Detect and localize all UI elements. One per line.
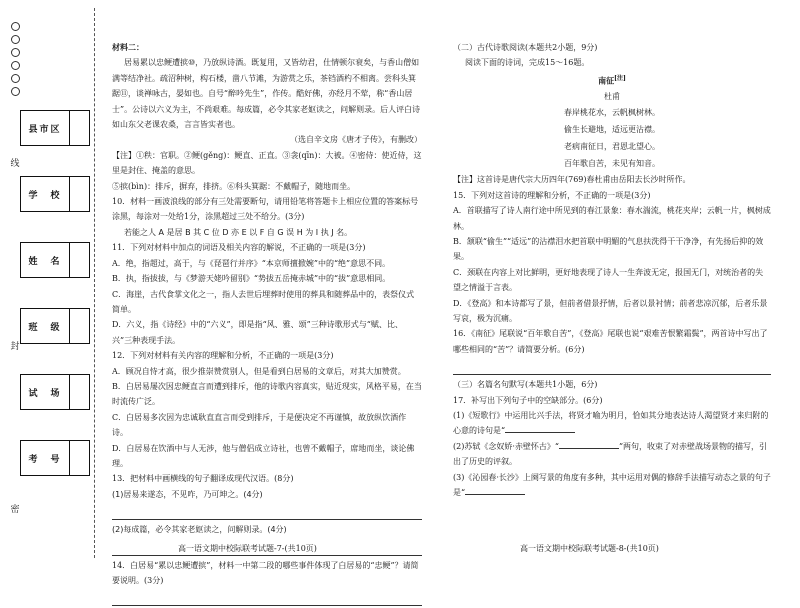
question-13-2: (2)每成篇，必令其家老妪读之，问解则录。(4分) bbox=[112, 525, 287, 535]
question-11: 11．下列对材料中加点的词语及相关内容的解说，不正确的一项是(3分) bbox=[112, 243, 366, 253]
info-label: 试 场 bbox=[21, 375, 70, 409]
binding-hole bbox=[11, 35, 20, 44]
question-17-1-text: (1)《短歌行》中运用比兴手法，将贤才喻为明月，恰如其分地表达诗人渴望贤才来归附的心意的诗句是“ bbox=[453, 410, 769, 436]
question-10-sentence: 若能之人 A 是居 B 其 C 位 D 亦 E 以 F 自 G 误 H 为 I 执 J 名。 bbox=[124, 227, 353, 237]
question-17-2-tail: ”两句，收束了对赤壁战场景物的描写，引出了历史的评叙。 bbox=[453, 441, 768, 467]
note: 【注】①秩：官职。②鲠(gěng)：鲠直、正直。③衾(qīn)：大被。④密侍：使近侍，这里是封住、掩盖的意思。 bbox=[112, 150, 422, 176]
question-14: 14．白居易“累以忠鲠遭摈”，材料一中第二段的哪些事件体现了白居易的“忠鲠”？请简要说明。(3分) bbox=[112, 560, 419, 585]
info-row bbox=[20, 308, 90, 344]
answer-line[interactable] bbox=[453, 359, 771, 375]
binding-hole bbox=[11, 48, 20, 57]
poem-line: 老病南征日，君恩北望心。 bbox=[564, 142, 660, 152]
blank[interactable] bbox=[559, 448, 619, 449]
option: C．颈联在内容上对比鲜明，更好地表现了诗人一生奔波无定，报国无门，对统治者的失望之情溢于言表。 bbox=[453, 267, 764, 293]
option: A．首联描写了诗人南行途中所见到的春江景象：春水湍流，桃花夹岸；云帆一片，枫树成林。 bbox=[453, 206, 771, 231]
info-row bbox=[20, 176, 90, 212]
binding-label: 密 bbox=[10, 505, 20, 515]
info-label: 姓 名 bbox=[21, 243, 70, 277]
answer-line[interactable] bbox=[112, 590, 422, 606]
info-row bbox=[20, 242, 90, 278]
poem-line: 春岸桃花水，云帆枫树林。 bbox=[564, 108, 660, 118]
material-title: 材料二： bbox=[112, 42, 144, 52]
question-15: 15．下列对这首诗的理解和分析，不正确的一项是(3分) bbox=[453, 190, 651, 200]
section-heading: （二）古代诗歌阅读(本题共2小题，9分) bbox=[453, 43, 598, 52]
option: B．颔联“偷生”“适远”的沾襟泪水把首联中明媚的气息扶洗得干干净净，有先扬后抑的效果。 bbox=[453, 236, 764, 262]
poem-body bbox=[453, 104, 771, 172]
page-footer: 高一语文期中校际联考试题-7-(共10页) bbox=[178, 544, 317, 553]
poem-line: 百年歌自苦，未见有知音。 bbox=[564, 159, 660, 169]
question-17-2 bbox=[453, 439, 771, 470]
binding-hole bbox=[11, 22, 20, 31]
note: ⑤摈(bìn)：排斥，摒弃，排挤。⑥科头箕踞：不戴帽子，随地而坐。 bbox=[112, 181, 356, 191]
binding-label: 封 bbox=[10, 342, 20, 352]
poem-title-note: [注] bbox=[614, 74, 626, 82]
question-13-1: (1)居易来遂态，不见咋，乃可坤之。(4分) bbox=[112, 489, 263, 499]
option: B．执，指拔拔，与《梦游天姥吟留别》“势拔五岳掩赤城”中的“拔”意思相同。 bbox=[112, 274, 391, 284]
student-info-panel bbox=[20, 110, 90, 506]
info-label: 班 级 bbox=[21, 309, 70, 343]
option: C．海崖，古代食掌文化之一，指人去世后埋葬时使用的葬具和随葬品中的，表祭仪式简单。 bbox=[112, 289, 415, 314]
option: D．白居易在饮酒中与人无涉，他与僧侣成立诗社，也曾不戴帽子，席地而坐，谈论佛理。 bbox=[112, 443, 415, 468]
info-label: 学 校 bbox=[21, 177, 70, 211]
answer-line[interactable] bbox=[112, 504, 422, 520]
option: D．六义，指《诗经》中的“六义”，即是指“风、雅、颂”三种诗歌形式与“赋、比、兴”三种表现手法。 bbox=[112, 320, 403, 345]
page-left bbox=[112, 40, 422, 608]
option: A．顾况自恃才高，很少推崇赞赏别人，但是看到白居易的文章后，对其大加赞赏。 bbox=[112, 366, 406, 376]
option: C．白居易多次因为忠诚耿直直言而受到排斥，于是便决定不再谨慎，故放纵饮酒作诗。 bbox=[112, 412, 407, 438]
option: A．绝，指超过，高于，与《琵琶行并序》“本京师擅掀婉”中的“绝”意思不同。 bbox=[112, 258, 391, 268]
binding-hole bbox=[11, 74, 20, 83]
cut-line bbox=[94, 8, 95, 558]
option: D．《登高》和本诗都写了景，但前者借景抒情，后者以景衬情；前者悲凉沉郁，后者乐景写哀，极为沉痛。 bbox=[453, 298, 768, 323]
poem-title-text: 南征 bbox=[598, 75, 615, 86]
question-12: 12．下列对材料有关内容的理解和分析，不正确的一项是(3分) bbox=[112, 351, 334, 361]
page-footer: 高一语文期中校际联考试题-8-(共10页) bbox=[520, 544, 659, 553]
material-source: （选自辛文房《唐才子传》，有删改） bbox=[290, 135, 422, 145]
option: B．白居易屡次因忠鲠直言而遭到排斥，他的诗歌内容真实，贴近现实，风格平易，在当时流传广泛。 bbox=[112, 381, 422, 407]
poem-line: 偷生长避地，适远更沾襟。 bbox=[564, 125, 660, 135]
question-17-1 bbox=[453, 408, 771, 439]
question-17-3 bbox=[453, 470, 771, 501]
poem-author: 杜甫 bbox=[604, 91, 620, 101]
question-13: 13．把材料中画横线的句子翻译成现代汉语。(8分) bbox=[112, 474, 294, 484]
info-row bbox=[20, 440, 90, 476]
poem-note: 【注】这首诗是唐代宗大历四年(769)春杜甫由岳阳去长沙时所作。 bbox=[453, 175, 691, 185]
instruction: 阅读下面的诗词，完成15～16题。 bbox=[465, 58, 590, 68]
binding-hole bbox=[11, 87, 20, 96]
question-16: 16．《南征》尾联说“百年歌自苦”，《登高》尾联也说“艰难苦恨繁霜鬓”，两首诗中写出了哪些相同的“苦”？请简要分析。(6分) bbox=[453, 329, 768, 354]
question-10: 10．材料一画波浪线的部分有三处需要断句，请用铅笔将答题卡上相应位置的答案标号涂黑，每涂对一处给1分，涂黑超过三处不给分。(3分) bbox=[112, 197, 419, 222]
page-right bbox=[453, 40, 771, 500]
question-17-2-text: (2)苏轼《念奴娇·赤壁怀古》“ bbox=[453, 441, 559, 451]
binding-label: 线 bbox=[10, 159, 20, 169]
info-row bbox=[20, 110, 90, 146]
info-label: 考 号 bbox=[21, 441, 70, 475]
section-heading: （三）名篇名句默写(本题共1小题，6分) bbox=[453, 380, 598, 390]
info-label: 县市区 bbox=[21, 111, 70, 145]
blank[interactable] bbox=[505, 432, 575, 433]
binding-hole bbox=[11, 61, 20, 70]
question-17-3-text: (3)《沁园春·长沙》上阕写景的角度有多种，其中运用对偶的修辞手法描写动态之景的句子是“ bbox=[453, 472, 771, 497]
info-row bbox=[20, 374, 90, 410]
poem-title bbox=[453, 71, 771, 89]
question-17: 17．补写出下列句子中的空缺部分。(6分) bbox=[453, 395, 603, 405]
material-paragraph: 居易累以忠鲠遭摈⑩，乃放纵诗酒。既复用，又皆幼君，仕情顿尔衰矣，与香山僧如满等结净社。疏沼种树，构石楼，凿八节滩，为游赏之乐，茶铛酒杓不相离。尝科头箕踞⑪，谈禅咏古，晏如也。自号“醉吟先生”，作传。酷好佛，亦经月不荤，称“香山居士”。公诗以六义为主，不尚艰难。每成篇，必令其家老妪读之，问解则录。后人评白诗如山东父老课农桑，言言皆实者也。 bbox=[112, 58, 421, 130]
blank[interactable] bbox=[465, 494, 525, 495]
